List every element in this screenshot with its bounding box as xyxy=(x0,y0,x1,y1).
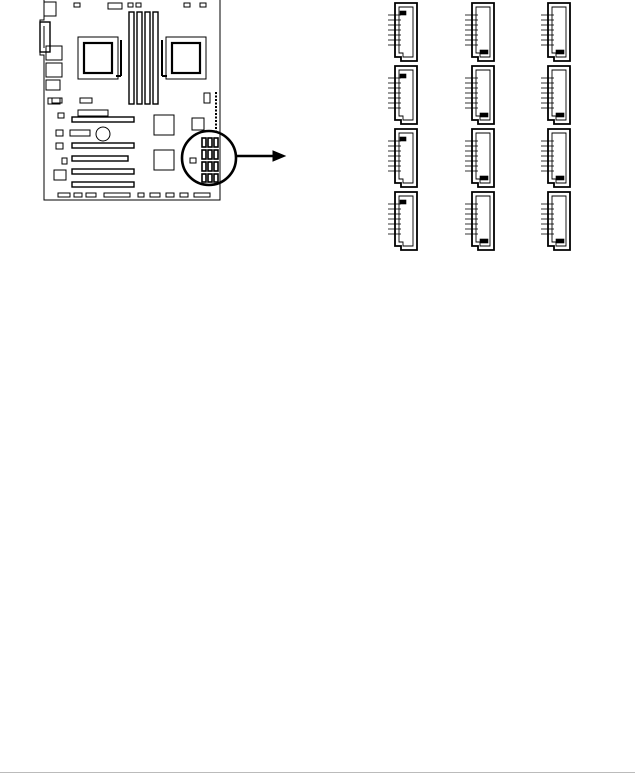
footer-rule xyxy=(0,772,635,773)
sata-connector xyxy=(388,66,417,124)
sata-connector xyxy=(388,3,417,61)
cpu-socket-1 xyxy=(78,37,121,79)
callout-arrowhead xyxy=(273,151,285,161)
board-sata-connectors xyxy=(202,138,218,182)
sata-connector xyxy=(541,129,570,187)
sata-connector xyxy=(388,129,417,187)
sata-connector xyxy=(465,66,494,124)
sata-connector-grid xyxy=(388,3,570,250)
sata-connector xyxy=(541,3,570,61)
sata-connector xyxy=(541,66,570,124)
sata-connector xyxy=(388,192,417,250)
sata-connector xyxy=(465,129,494,187)
bottom-edge-headers xyxy=(58,193,210,197)
sata-connector xyxy=(465,192,494,250)
chipsets xyxy=(154,115,174,170)
top-edge-components xyxy=(74,3,206,9)
sata-connector xyxy=(541,192,570,250)
motherboard-outline xyxy=(40,0,220,200)
dimm-slots xyxy=(129,12,158,104)
cpu-socket-2 xyxy=(162,37,206,79)
rear-io-ports xyxy=(40,2,62,104)
sata-connector xyxy=(465,3,494,61)
